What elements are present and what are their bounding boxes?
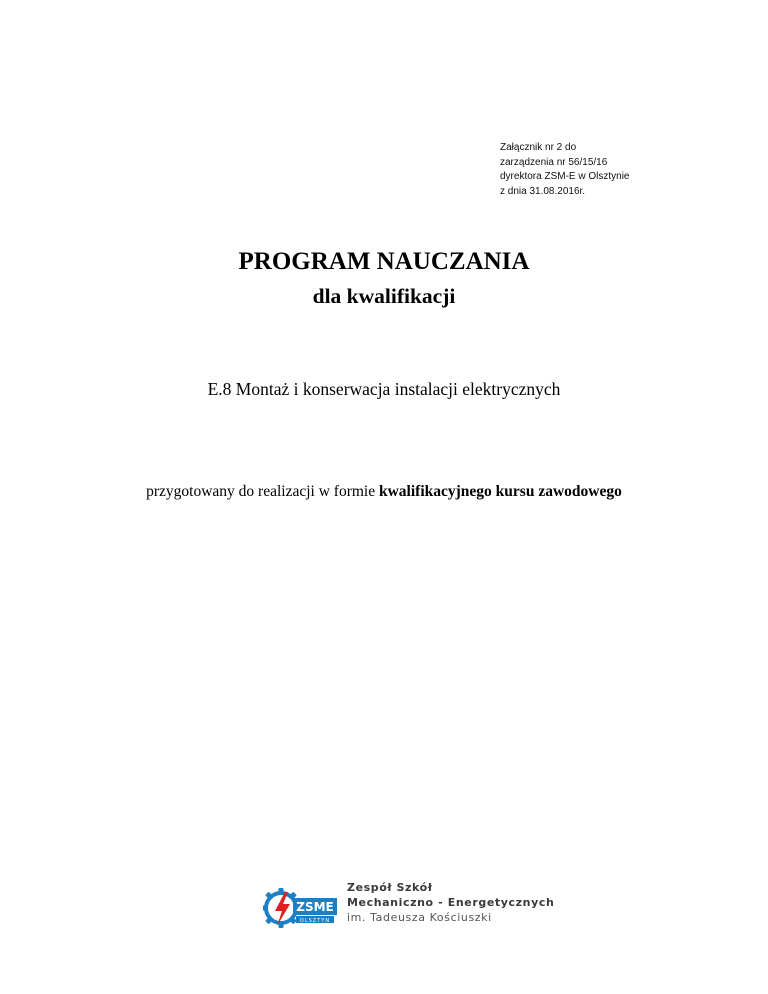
document-title: PROGRAM NAUCZANIA: [238, 248, 530, 275]
logo-text: ZSME: [296, 900, 334, 914]
annex-line-4: z dnia 31.08.2016r.: [500, 185, 586, 197]
document-subtitle: dla kwalifikacji: [312, 284, 456, 308]
annex-line-2: zarządzenia nr 56/15/16: [500, 156, 608, 168]
school-name-line-3: im. Tadeusza Kościuszki: [347, 911, 492, 924]
course-type: kwalifikacyjnego kursu zawodowego: [378, 483, 622, 500]
school-name-line-1: Zespół Szkół: [347, 881, 433, 894]
annex-line-3: dyrektora ZSM-E w Olsztynie: [500, 171, 630, 182]
school-name: [347, 880, 554, 925]
annex-line-1: Załącznik nr 2 do: [500, 142, 577, 153]
school-name-line-2: Mechaniczno - Energetycznych: [347, 896, 555, 909]
school-footer: [263, 876, 563, 946]
prepared-prefix: przygotowany do realizacji w formie: [146, 483, 379, 500]
gear-lightning-icon: [263, 878, 339, 940]
qualification-name: E.8 Montaż i konserwacja instalacji elektrycznych: [207, 379, 561, 399]
annex-note: [500, 141, 629, 199]
logo-subtext: OLSZTYN: [299, 918, 331, 924]
prepared-for-statement: [0, 483, 768, 501]
